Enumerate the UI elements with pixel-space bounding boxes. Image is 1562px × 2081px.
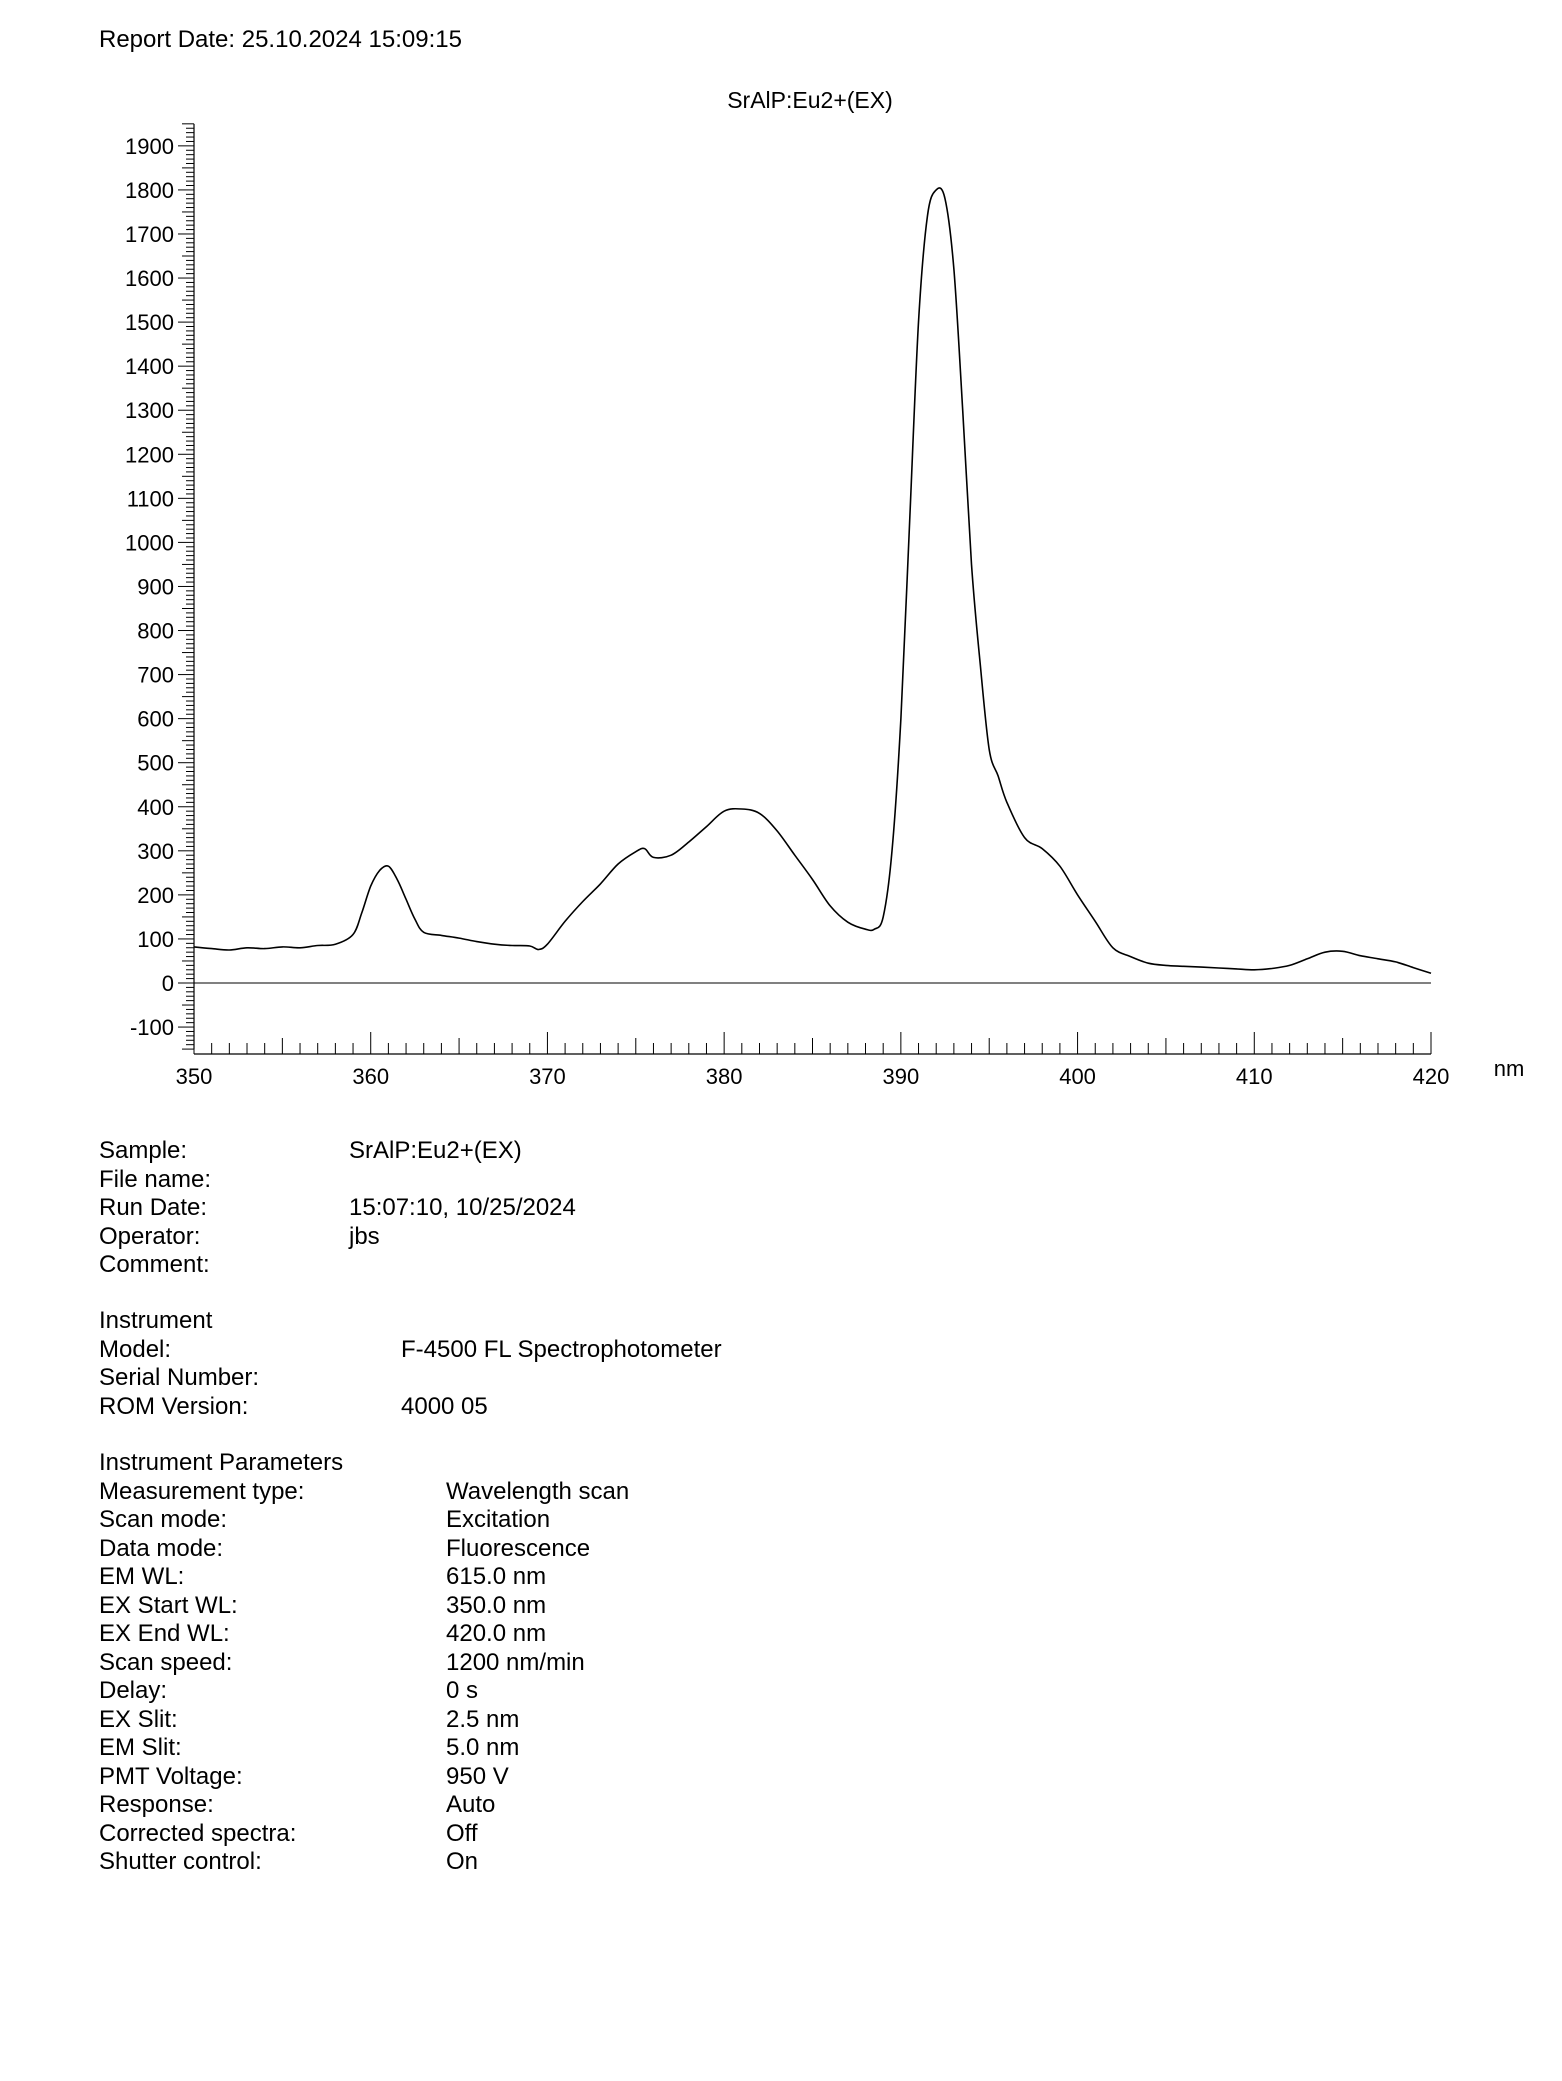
parameter-label: EX Slit:	[99, 1705, 178, 1733]
parameter-row	[99, 1563, 999, 1592]
y-tick-label: 1100	[126, 486, 174, 512]
parameter-value: 420.0 nm	[446, 1620, 547, 1647]
sample-info-label: Operator:	[99, 1222, 201, 1250]
x-tick-label: 420	[1412, 1064, 1450, 1089]
y-tick-label: 600	[137, 706, 174, 732]
parameter-label: PMT Voltage:	[99, 1762, 243, 1790]
parameter-label: Measurement type:	[99, 1477, 305, 1505]
parameter-label: EX End WL:	[99, 1620, 230, 1647]
parameter-label: Corrected spectra:	[99, 1819, 297, 1847]
y-tick-label: 1000	[125, 530, 174, 556]
y-tick-label: 100	[137, 926, 174, 952]
instrument-row	[99, 1393, 999, 1422]
y-tick-label: 1700	[125, 221, 174, 247]
parameter-row	[99, 1620, 999, 1649]
parameter-value: 5.0 nm	[446, 1734, 520, 1761]
x-tick-label: 390	[882, 1064, 920, 1089]
y-tick-label: 200	[137, 882, 174, 908]
parameter-value: 1200 nm/min	[446, 1648, 585, 1676]
parameter-value: 950 V	[446, 1762, 509, 1790]
parameter-value: Fluorescence	[446, 1534, 591, 1562]
parameter-value: 0 s	[446, 1677, 479, 1704]
x-axis-label: nm	[1493, 1056, 1525, 1081]
parameter-label: EM WL:	[99, 1563, 185, 1590]
parameter-row	[99, 1535, 999, 1564]
y-tick-label: 1400	[125, 354, 174, 380]
parameter-value: 2.5 nm	[446, 1705, 520, 1733]
y-tick-label: 500	[137, 750, 174, 776]
parameter-label: Response:	[99, 1791, 214, 1818]
parameter-label: Scan speed:	[99, 1648, 233, 1676]
parameter-row	[99, 1734, 999, 1763]
parameter-row	[99, 1649, 999, 1678]
parameter-row	[99, 1478, 999, 1507]
instrument-parameters	[99, 1449, 999, 1877]
instrument-value: F-4500 FL Spectrophotometer	[401, 1335, 722, 1363]
y-tick-label: 1500	[125, 310, 174, 336]
y-tick-label: 900	[137, 574, 174, 600]
chart-title: SrAlP:Eu2+(EX)	[727, 87, 893, 113]
parameter-value: Auto	[446, 1791, 496, 1818]
parameter-row	[99, 1763, 999, 1792]
sample-info-value: jbs	[349, 1222, 380, 1250]
sample-info-row	[99, 1166, 899, 1195]
instrument-heading: Instrument	[99, 1307, 213, 1334]
y-tick-label: 1600	[125, 266, 174, 292]
parameter-label: Data mode:	[99, 1534, 224, 1562]
parameter-row	[99, 1677, 999, 1706]
parameter-row	[99, 1592, 999, 1621]
x-tick-label: 380	[705, 1064, 743, 1089]
parameter-row	[99, 1791, 999, 1820]
parameter-row	[99, 1706, 999, 1735]
y-tick-label: 700	[137, 662, 174, 688]
report-date: Report Date: 25.10.2024 15:09:15	[99, 26, 462, 53]
sample-info-label: Run Date:	[99, 1194, 208, 1221]
x-tick-label: 370	[529, 1064, 566, 1089]
y-tick-label: 1200	[125, 442, 174, 468]
parameter-value: 350.0 nm	[446, 1591, 547, 1619]
sample-info-value: 15:07:10, 10/25/2024	[349, 1194, 576, 1221]
parameters-heading: Instrument Parameters	[99, 1449, 344, 1476]
y-tick-label: 1800	[125, 177, 174, 203]
instrument-info	[99, 1307, 999, 1421]
y-tick-label: 800	[137, 618, 174, 644]
sample-info-label: Comment:	[99, 1251, 210, 1278]
parameter-row	[99, 1506, 999, 1535]
y-tick-label: 1300	[125, 398, 174, 424]
y-tick-label: 0	[161, 971, 174, 996]
y-axis	[125, 124, 194, 1049]
instrument-row	[99, 1336, 999, 1365]
parameter-value: Wavelength scan	[446, 1477, 630, 1505]
parameter-label: EM Slit:	[99, 1734, 182, 1761]
x-tick-label: 410	[1235, 1064, 1273, 1089]
sample-info-row	[99, 1223, 899, 1252]
x-tick-label: 400	[1059, 1064, 1096, 1089]
parameter-value: Off	[446, 1819, 478, 1847]
parameter-value: On	[446, 1848, 479, 1875]
parameter-label: Scan mode:	[99, 1506, 228, 1533]
y-tick-label: -100	[129, 1015, 174, 1041]
instrument-label: ROM Version:	[99, 1392, 249, 1420]
x-tick-label: 350	[175, 1064, 213, 1089]
parameter-label: EX Start WL:	[99, 1591, 238, 1619]
parameter-row	[99, 1820, 999, 1849]
x-tick-label: 360	[352, 1064, 390, 1089]
series-line	[194, 188, 1431, 973]
x-axis	[176, 1032, 1450, 1089]
sample-info-row	[99, 1137, 899, 1166]
sample-info-label: Sample:	[99, 1137, 188, 1164]
sample-info-label: File name:	[99, 1165, 212, 1193]
y-tick-label: 400	[137, 794, 174, 820]
instrument-label: Serial Number:	[99, 1364, 260, 1391]
sample-info-row	[99, 1251, 899, 1280]
sample-info-value: SrAlP:Eu2+(EX)	[349, 1137, 522, 1164]
parameter-label: Shutter control:	[99, 1848, 262, 1875]
parameter-label: Delay:	[99, 1677, 168, 1704]
sample-info-row	[99, 1194, 899, 1223]
instrument-value: 4000 05	[401, 1392, 488, 1420]
parameter-value: Excitation	[446, 1506, 551, 1533]
parameter-row	[99, 1848, 999, 1877]
sample-info	[99, 1137, 899, 1280]
y-tick-label: 1900	[125, 133, 174, 159]
instrument-label: Model:	[99, 1335, 172, 1363]
instrument-row	[99, 1364, 999, 1393]
y-tick-label: 300	[137, 838, 174, 864]
parameter-value: 615.0 nm	[446, 1563, 547, 1590]
